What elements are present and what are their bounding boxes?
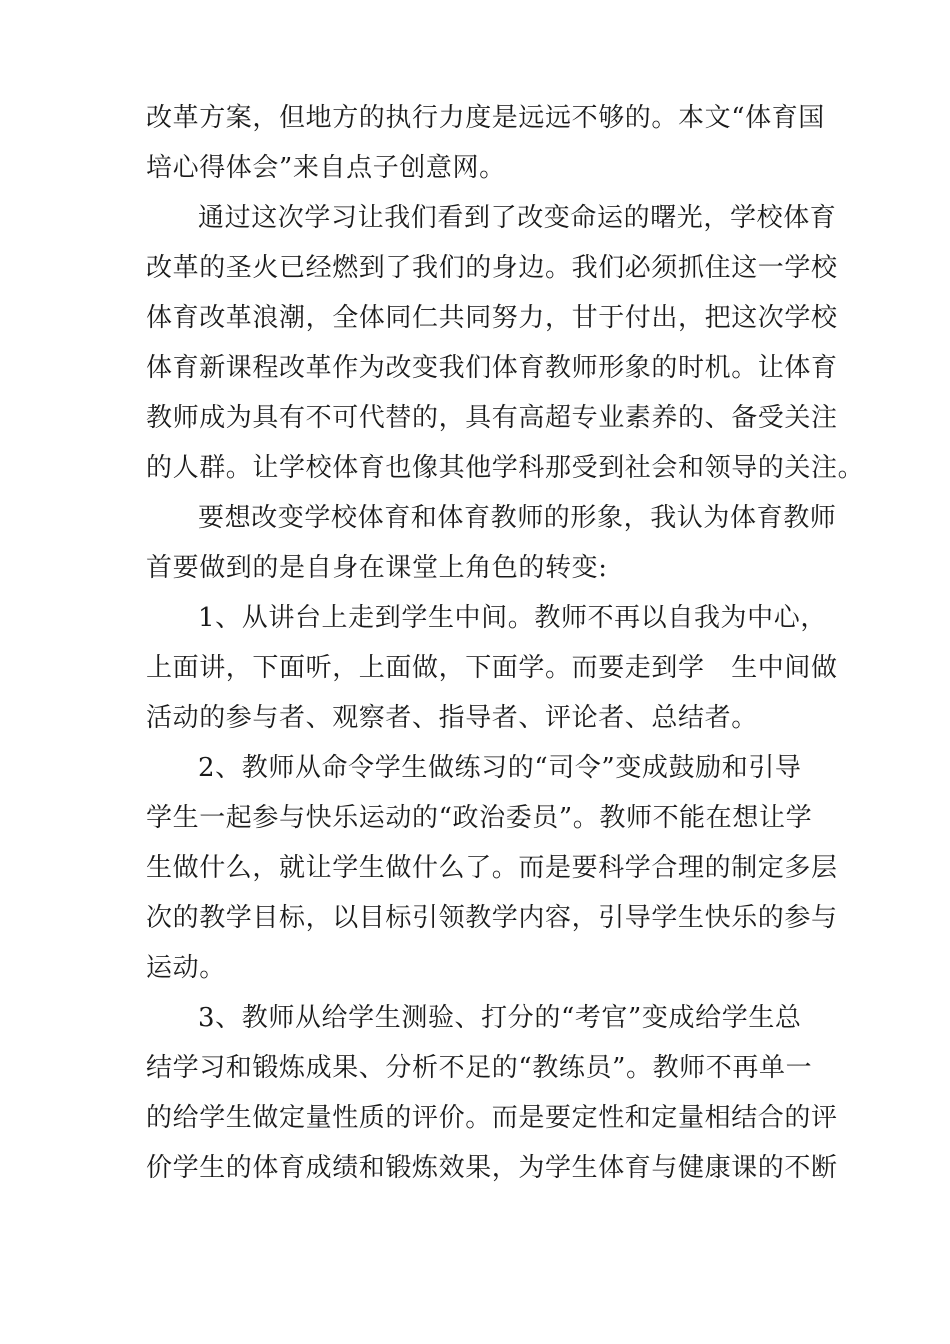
- text-line-6: 体育新课程改革作为改变我们体育教师形象的时机。让体育: [146, 353, 838, 383]
- text-line-5: 体育改革浪潮，全体同仁共同努力，甘于付出，把这次学校: [146, 303, 838, 333]
- text-line-4: 改革的圣火已经燃到了我们的身边。我们必须抓住这一学校: [146, 253, 838, 283]
- list-item-1-line-3: 活动的参与者、观察者、指导者、评论者、总结者。: [146, 703, 758, 733]
- list-item-3-line-4: 价学生的体育成绩和锻炼效果，为学生体育与健康课的不断: [146, 1153, 838, 1183]
- list-item-2-line-5: 运动。: [146, 953, 226, 983]
- paragraph-start-line-9: 要想改变学校体育和体育教师的形象，我认为体育教师: [198, 503, 837, 533]
- list-item-3-line-1: 3、教师从给学生测验、打分的“考官”变成给学生总: [198, 1003, 802, 1033]
- text-line-2: 培心得体会”来自点子创意网。: [146, 153, 506, 183]
- list-item-1-line-1: 1、从讲台上走到学生中间。教师不再以自我为中心，: [198, 603, 827, 633]
- list-item-2-line-1: 2、教师从命令学生做练习的“司令”变成鼓励和引导: [198, 753, 802, 783]
- text-line-10: 首要做到的是自身在课堂上角色的转变:: [146, 553, 608, 583]
- list-item-2-line-4: 次的教学目标，以目标引领教学内容，引导学生快乐的参与: [146, 903, 838, 933]
- list-item-1-line-2: 上面讲，下面听，上面做，下面学。而要走到学 生中间做: [146, 653, 838, 683]
- list-item-3-line-2: 结学习和锻炼成果、分析不足的“教练员”。教师不再单一: [146, 1053, 813, 1083]
- text-line-8: 的人群。让学校体育也像其他学科那受到社会和领导的关注。: [146, 453, 865, 483]
- text-line-7: 教师成为具有不可代替的，具有高超专业素养的、备受关注: [146, 403, 838, 433]
- list-item-2-line-2: 学生一起参与快乐运动的“政治委员”。教师不能在想让学: [146, 803, 813, 833]
- list-item-2-line-3: 生做什么，就让学生做什么了。而是要科学合理的制定多层: [146, 853, 838, 883]
- paragraph-start-line-3: 通过这次学习让我们看到了改变命运的曙光，学校体育: [198, 203, 837, 233]
- list-item-3-line-3: 的给学生做定量性质的评价。而是要定性和定量相结合的评: [146, 1103, 838, 1133]
- text-line-1: 改革方案，但地方的执行力度是远远不够的。本文“体育国: [146, 103, 825, 133]
